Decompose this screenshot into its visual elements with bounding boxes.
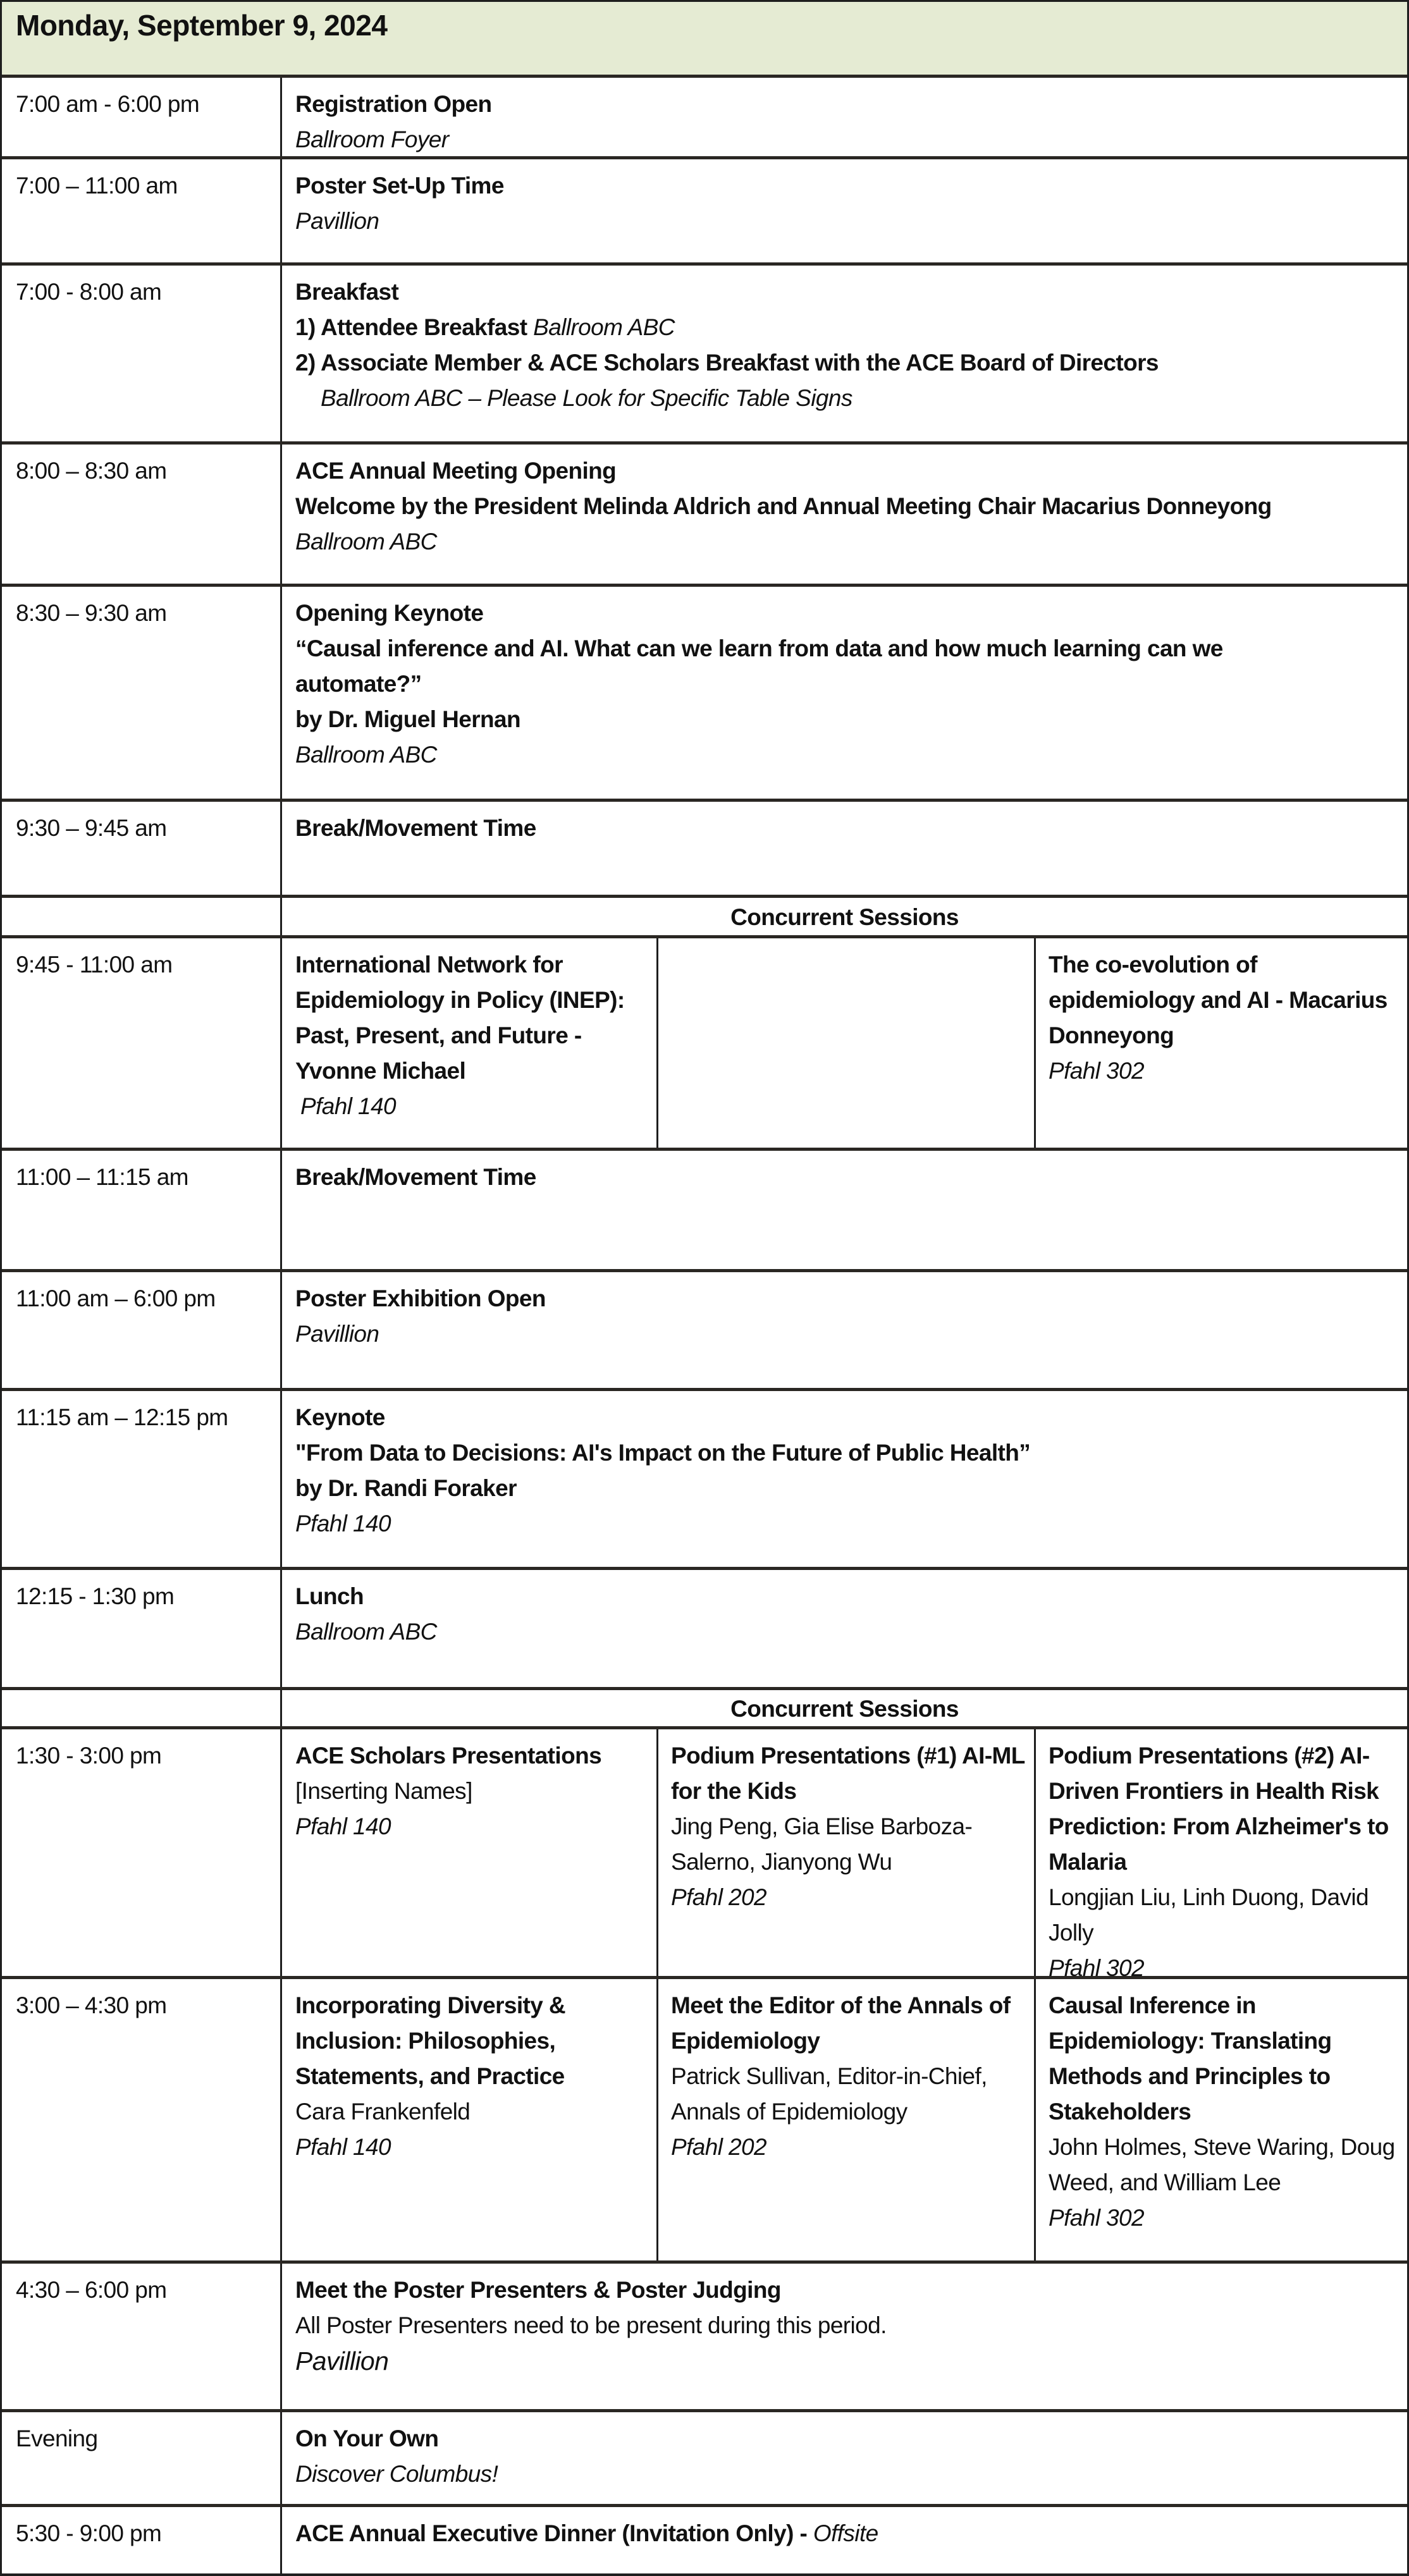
time-slot: Evening: [16, 2426, 98, 2451]
session-location: Pfahl 140: [300, 1093, 396, 1119]
event-cell: [295, 1579, 1397, 1650]
session-title: The co-evolution of epidemiology and AI - Macarius Donneyong: [1049, 952, 1387, 1048]
schedule-row-poster-judging: [2, 2264, 1407, 2412]
schedule-row-concurrent-945: [2, 938, 1407, 1151]
column-divider: [280, 78, 282, 156]
session-cell: [1049, 1988, 1406, 2236]
column-divider: [280, 938, 282, 1148]
column-divider: [280, 2264, 282, 2409]
schedule-row-opening: [2, 445, 1407, 587]
session-location: Pfahl 302: [1049, 1955, 1144, 1981]
session-title: International Network for Epidemiology in Policy (INEP): Past, Present, and Future - Yvonne Michael: [295, 952, 625, 1084]
day-header: [2, 0, 1407, 78]
event-subtitle: Welcome by the President Melinda Aldrich and Annual Meeting Chair Macarius Donneyong: [295, 493, 1272, 519]
time-slot: 11:15 am – 12:15 pm: [16, 1404, 228, 1430]
event-cell: [295, 274, 1397, 416]
time-slot: 11:00 – 11:15 am: [16, 1164, 188, 1190]
time-slot: 11:00 am – 6:00 pm: [16, 1285, 216, 1311]
session-location: Pfahl 202: [671, 1884, 766, 1910]
schedule-row-poster-setup: [2, 159, 1407, 266]
column-divider: [656, 938, 658, 1148]
event-location: Ballroom ABC: [295, 742, 437, 768]
session-cell: [1049, 1738, 1406, 1986]
schedule-row-dinner: [2, 2507, 1407, 2576]
session-presenters: Jing Peng, Gia Elise Barboza-Salerno, Jianyong Wu: [671, 1813, 973, 1875]
schedule-row-poster-exhibition: [2, 1272, 1407, 1391]
column-divider: [280, 1272, 282, 1388]
event-title: Poster Set-Up Time: [295, 173, 504, 199]
concurrent-sessions-header: [2, 1690, 1407, 1729]
concurrent-sessions-header: [2, 898, 1407, 938]
column-divider: [280, 2412, 282, 2504]
event-cell: [295, 453, 1397, 560]
time-slot: 8:30 – 9:30 am: [16, 600, 167, 626]
session-location: Pfahl 202: [671, 2134, 766, 2160]
time-slot: 4:30 – 6:00 pm: [16, 2277, 167, 2303]
schedule-row-break: [2, 1151, 1407, 1272]
speaker: by Dr. Randi Foraker: [295, 1475, 517, 1501]
event-note: All Poster Presenters need to be present during this period.: [295, 2312, 887, 2338]
schedule-row-breakfast: [2, 266, 1407, 445]
session-presenters: Cara Frankenfeld: [295, 2099, 471, 2125]
event-title: Meet the Poster Presenters & Poster Judging: [295, 2277, 781, 2303]
event-location: Ballroom ABC: [295, 529, 437, 555]
event-location: Ballroom Foyer: [295, 126, 449, 152]
breakfast-item-1: 1) Attendee Breakfast: [295, 314, 527, 340]
schedule-row-evening: [2, 2412, 1407, 2507]
session-title: Incorporating Diversity & Inclusion: Philosophies, Statements, and Practice: [295, 1992, 566, 2089]
day-title: Monday, September 9, 2024: [16, 9, 388, 42]
talk-title: "From Data to Decisions: AI's Impact on the Future of Public Health”: [295, 1440, 1031, 1466]
session-location: Pfahl 302: [1049, 2205, 1144, 2231]
time-slot: 9:30 – 9:45 am: [16, 815, 167, 841]
event-cell: [295, 1400, 1397, 1542]
concurrent-label: Concurrent Sessions: [730, 1696, 959, 1722]
schedule-row-keynote: [2, 1391, 1407, 1570]
column-divider: [1034, 938, 1036, 1148]
event-location: Ballroom ABC: [533, 314, 675, 340]
event-title: ACE Annual Meeting Opening: [295, 458, 617, 484]
event-title: On Your Own: [295, 2426, 439, 2451]
time-slot: 1:30 - 3:00 pm: [16, 1743, 162, 1769]
session-presenters: Longjian Liu, Linh Duong, David Jolly: [1049, 1884, 1369, 1946]
column-divider: [280, 587, 282, 799]
session-presenters: [Inserting Names]: [295, 1778, 472, 1804]
session-cell: [295, 1738, 649, 1844]
event-location: Pavillion: [295, 2346, 389, 2376]
column-divider: [280, 266, 282, 441]
session-title: Podium Presentations (#1) AI-ML for the Kids: [671, 1743, 1025, 1804]
event-cell: [295, 596, 1397, 773]
session-cell: [295, 1988, 649, 2165]
event-note: Discover Columbus!: [295, 2461, 498, 2487]
session-title: Meet the Editor of the Annals of Epidemiology: [671, 1992, 1011, 2054]
session-cell: [671, 1738, 1029, 1915]
session-cell: [671, 1988, 1029, 2165]
event-location: Offsite: [813, 2520, 878, 2546]
time-slot: 3:00 – 4:30 pm: [16, 1992, 167, 2018]
schedule-row-break: [2, 802, 1407, 898]
event-title: Break/Movement Time: [295, 1164, 536, 1190]
time-slot: 7:00 - 8:00 am: [16, 279, 162, 305]
column-divider: [280, 1151, 282, 1269]
event-location: Pavillion: [295, 1321, 379, 1347]
column-divider: [656, 1729, 658, 1976]
event-cell: [295, 1160, 1397, 1195]
event-cell: [295, 2421, 1397, 2492]
column-divider: [280, 1391, 282, 1567]
column-divider: [1034, 1729, 1036, 1976]
column-divider: [280, 1570, 282, 1687]
column-divider: [280, 1729, 282, 1976]
schedule-row-opening-keynote: [2, 587, 1407, 802]
session-title: Podium Presentations (#2) AI-Driven Frontiers in Health Risk Prediction: From Alzheimer's to Malaria: [1049, 1743, 1389, 1875]
event-location: Pfahl 140: [295, 1511, 391, 1536]
event-location: Ballroom ABC: [295, 1619, 437, 1645]
speaker: by Dr. Miguel Hernan: [295, 706, 521, 732]
event-title: ACE Annual Executive Dinner (Invitation Only) -: [295, 2520, 808, 2546]
event-title: Breakfast: [295, 279, 399, 305]
event-title: Keynote: [295, 1404, 385, 1430]
event-location: Pavillion: [295, 208, 379, 234]
session-presenters: John Holmes, Steve Waring, Doug Weed, and William Lee: [1049, 2134, 1395, 2195]
column-divider: [1034, 1979, 1036, 2260]
column-divider: [280, 1979, 282, 2260]
schedule-row-registration: [2, 78, 1407, 159]
event-cell: [295, 1281, 1397, 1352]
column-divider: [280, 445, 282, 584]
time-slot: 8:00 – 8:30 am: [16, 458, 167, 484]
event-cell: [295, 2272, 1397, 2379]
schedule-row-concurrent-130: [2, 1729, 1407, 1979]
event-cell: [295, 811, 1397, 846]
event-cell: [295, 168, 1397, 239]
event-cell: [295, 2516, 1397, 2551]
breakfast-item-2: 2) Associate Member & ACE Scholars Breakfast with the ACE Board of Directors: [295, 350, 1159, 376]
event-title: Lunch: [295, 1583, 364, 1609]
time-slot: 12:15 - 1:30 pm: [16, 1583, 175, 1609]
session-cell: [295, 947, 649, 1124]
event-title: Poster Exhibition Open: [295, 1285, 546, 1311]
event-cell: [295, 87, 1397, 157]
session-cell: [1049, 947, 1406, 1089]
concurrent-label: Concurrent Sessions: [730, 904, 959, 930]
session-location: Pfahl 302: [1049, 1058, 1144, 1084]
column-divider: [280, 802, 282, 895]
session-presenters: Patrick Sullivan, Editor-in-Chief, Annals of Epidemiology: [671, 2063, 987, 2125]
session-title: Causal Inference in Epidemiology: Translating Methods and Principles to Stakeholders: [1049, 1992, 1332, 2125]
schedule-row-concurrent-300: [2, 1979, 1407, 2264]
column-divider: [656, 1979, 658, 2260]
column-divider: [280, 2507, 282, 2573]
time-slot: 9:45 - 11:00 am: [16, 952, 173, 978]
time-slot: 5:30 - 9:00 pm: [16, 2520, 162, 2546]
talk-title: “Causal inference and AI. What can we learn from data and how much learning can we: [295, 635, 1223, 661]
event-title: Opening Keynote: [295, 600, 484, 626]
time-slot: 7:00 – 11:00 am: [16, 173, 178, 199]
event-title: Registration Open: [295, 91, 492, 117]
column-divider: [280, 159, 282, 262]
event-location: Ballroom ABC – Please Look for Specific Table Signs: [321, 385, 852, 411]
schedule-row-lunch: [2, 1570, 1407, 1690]
event-title: Break/Movement Time: [295, 815, 536, 841]
time-slot: 7:00 am - 6:00 pm: [16, 91, 200, 117]
talk-title-cont: automate?”: [295, 671, 422, 697]
session-location: Pfahl 140: [295, 1813, 391, 1839]
session-location: Pfahl 140: [295, 2134, 391, 2160]
session-title: ACE Scholars Presentations: [295, 1743, 602, 1769]
